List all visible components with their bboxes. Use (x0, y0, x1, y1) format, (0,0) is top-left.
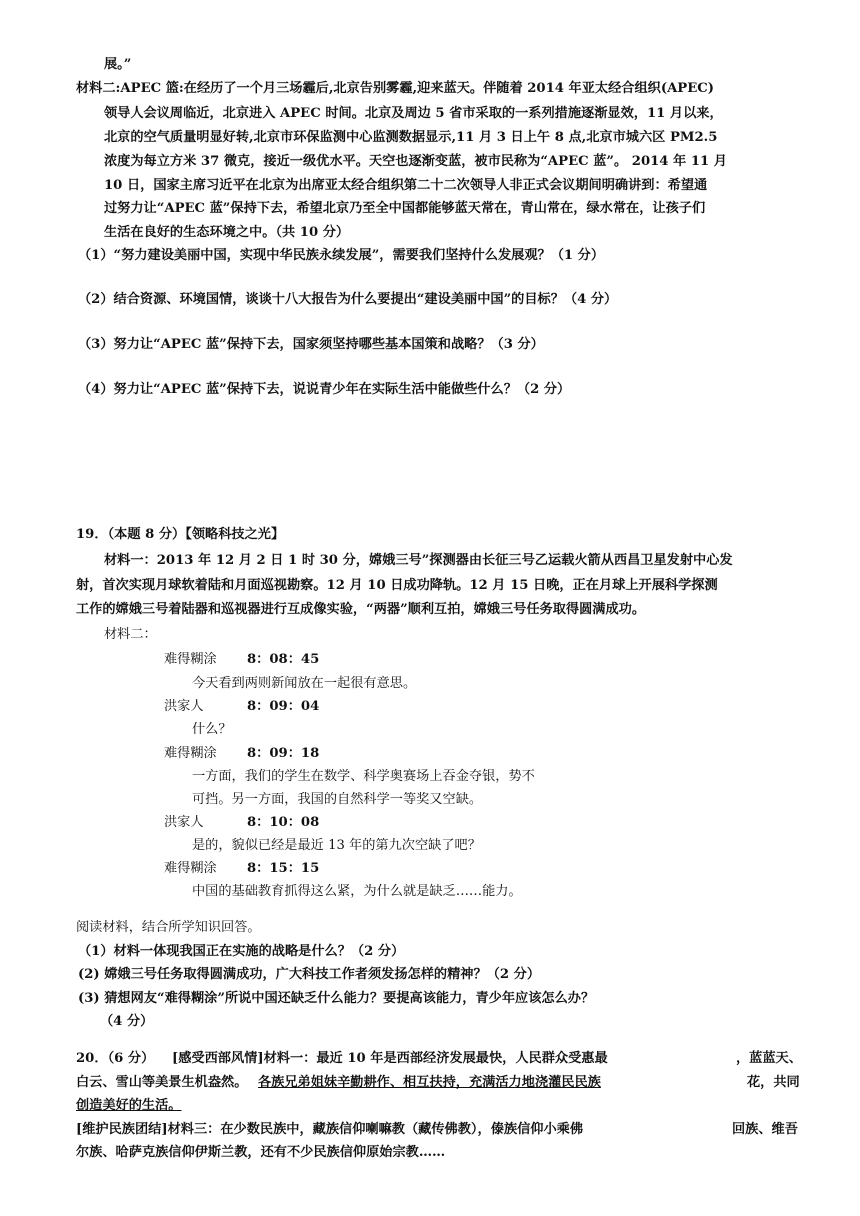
q18-question-2: （2）结合资源、环境国情，谈谈十八大报告为什么要提出“建设美丽中国”的目标？（4 分） (78, 292, 618, 307)
apec-material-line: 10 日，国家主席习近平在北京为出席亚太经合组织第二十二次领导人非正式会议期间明确讲到：希望通 (104, 178, 708, 193)
previous-text-continuation: 展。” (104, 57, 132, 72)
apec-material-line: 材料二:APEC 篮:在经历了一个月三场霾后,北京告别雾霾,迎来蓝天。伴随着 2014 年亚太经合组织(APEC) (76, 81, 715, 96)
chat-message: 一方面，我们的学生在数学、科学奥赛场上吞金夺银，势不 (192, 769, 535, 784)
q19-question-2: (2) 嫦娥三号任务取得圆满成功，广大科技工作者须发扬怎样的精神？（2 分） (78, 967, 541, 982)
q19-header: 19．（本题 8 分）【领略科技之光】 (76, 527, 285, 542)
q20-underlined-text: 各族兄弟姐妹辛勤耕作、相互扶持，充满活力地浇灌民民族 (258, 1075, 601, 1090)
chat-message: 可挡。另一方面，我国的自然科学一等奖又空缺。 (192, 792, 483, 807)
chat-timestamp: 8：08：45 (247, 652, 320, 667)
q20-material3-line2: 尔族、哈萨克族信仰伊斯兰教，还有不少民族信仰原始宗教…… (76, 1145, 446, 1160)
q20-material1-line2-tail: 花，共同 (747, 1075, 800, 1090)
q18-question-1: （1）“努力建设美丽中国，实现中华民族永续发展”，需要我们坚持什么发展观？（1 分） (78, 248, 605, 263)
occlusion-patch (662, 1044, 732, 1140)
chat-timestamp: 8：15：15 (247, 861, 320, 876)
q19-prompt: 阅读材料，结合所学知识回答。 (76, 920, 261, 935)
q20-number: 20．（6 分） (76, 1051, 155, 1066)
q19-question-3: (3) 猜想网友“难得糊涂”所说中国还缺乏什么能力？要提高该能力，青少年应该怎么办？ (78, 991, 595, 1006)
chat-username: 难得糊涂 (164, 746, 217, 761)
apec-material-line: 领导人会议周临近，北京进入 APEC 时间。北京及周边 5 省市采取的一系列措施逐渐显效，11 月以来， (104, 106, 723, 121)
chat-username: 难得糊涂 (164, 861, 217, 876)
q20-material3-text-tail: 回族、维吾 (732, 1122, 798, 1137)
apec-material-line: 浓度为每立方米 37 微克，接近一级优水平。天空也逐渐变蓝，被市民称为“APEC 蓝”。 2014 年 11 月 (104, 154, 727, 169)
chat-message: 中国的基础教育抓得这么紧，为什么就是缺乏……能力。 (192, 884, 522, 899)
q19-material1-line: 射，首次实现月球软着陆和月面巡视勘察。12 月 10 日成功降轨。12 月 15 日晚，正在月球上开展科学探测 (76, 578, 718, 593)
chat-message: 今天看到两则新闻放在一起很有意思。 (192, 676, 417, 691)
q19-question-3-points: （4 分） (100, 1014, 154, 1029)
chat-timestamp: 8：09：04 (247, 699, 320, 714)
apec-material-line: 生活在良好的生态环境之中。（共 10 分） (104, 225, 350, 240)
chat-username: 洪家人 (164, 815, 204, 830)
q20-material1-text: [感受西部风情]材料一：最近 10 年是西部经济发展最快，人民群众受惠最 (172, 1051, 608, 1066)
chat-timestamp: 8：10：08 (247, 815, 320, 830)
q18-question-4: （4）努力让“APEC 蓝”保持下去，说说青少年在实际生活中能做些什么？（2 分） (78, 382, 571, 397)
apec-material-line: 过努力让“APEC 蓝”保持下去，希望北京乃至全中国都能够蓝天常在，青山常在，绿水常在，让孩子们 (104, 201, 706, 216)
q19-question-1: （1）材料一体现我国正在实施的战略是什么？（2 分） (78, 944, 405, 959)
q18-question-3: （3）努力让“APEC 蓝”保持下去，国家须坚持哪些基本国策和战略？（3 分） (78, 337, 544, 352)
apec-material-line: 北京的空气质量明显好转,北京市环保监测中心监测数据显示,11 月 3 日上午 8 点,北京市城六区 PM2.5 (104, 130, 718, 145)
q19-material1-line: 工作的嫦娥三号着陆器和巡视器进行互成像实验，“两器”顺利互拍，嫦娥三号任务取得圆满成功。 (76, 602, 646, 617)
chat-message: 什么？ (192, 722, 232, 737)
q20-material1-text-tail: ，蓝蓝天、 (736, 1051, 802, 1066)
q20-underlined-text: 创造美好的生活。 (76, 1098, 182, 1113)
q19-material2-label: 材料二： (104, 627, 157, 642)
chat-username: 难得糊涂 (164, 652, 217, 667)
q20-material1-line2: 白云、雪山等美景生机盎然。 (76, 1075, 248, 1090)
chat-timestamp: 8：09：18 (247, 746, 320, 761)
chat-username: 洪家人 (164, 699, 204, 714)
chat-message: 是的，貌似已经是最近 13 年的第九次空缺了吧？ (192, 838, 481, 853)
q20-material3-text: [维护民族团结]材料三：在少数民族中，藏族信仰喇嘛教（藏传佛教），傣族信仰小乘佛 (76, 1122, 584, 1137)
q19-material1-line: 材料一：2013 年 12 月 2 日 1 时 30 分，嫦娥三号”探测器由长征三号乙运载火箭从西昌卫星发射中心发 (104, 553, 733, 568)
